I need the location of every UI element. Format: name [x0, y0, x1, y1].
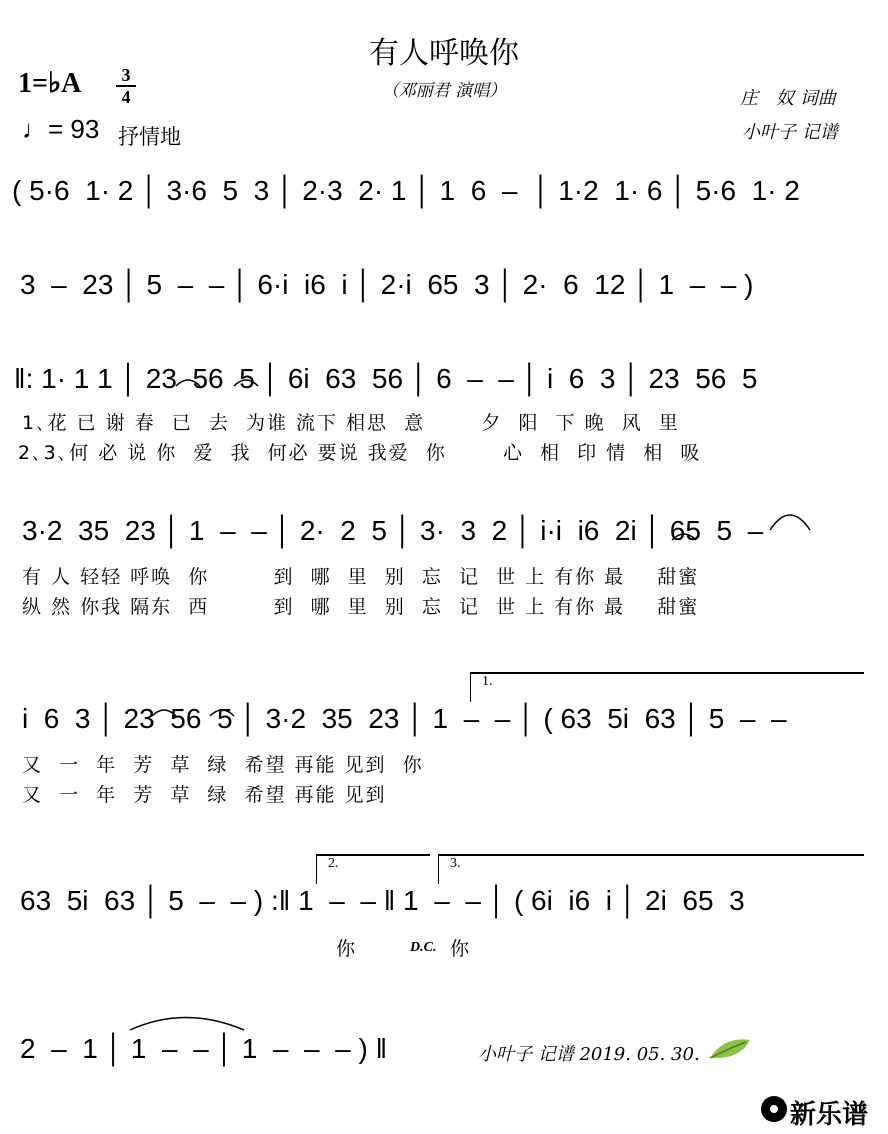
notation-system-1: ( 5·6 1· 2 │ 3·6 5 3 │ 2·3 2· 1 │ 1 6 – │ 1·2 1· 6 │ 5·6 1· 2 — [12, 175, 800, 206]
key-signature: 1=♭A — [18, 68, 82, 99]
lyric-verse2-line3: 又 一 年 芳 草 绿 希望 再能 见到 — [22, 784, 387, 806]
composer-credit: 庄 奴 词曲 — [740, 88, 836, 109]
lyric-verse2-line2: 纵 然 你我 隔东 西 到 哪 里 别 忘 记 世 上 有你 最 甜蜜 — [22, 596, 700, 618]
transcriber-credit: 小叶子 记谱 — [742, 122, 838, 143]
singer-credit: （邓丽君 演唱） — [381, 81, 507, 101]
notation-system-4: 3·2 35 23 │ 1 – – │ 2· 2 5 │ 3· 3 2 │ i·i i6 2i │ 65 5 – — [22, 515, 764, 546]
volta-label-1: 1. — [482, 674, 493, 689]
notation-system-3: ‖: 1· 1 1 │ 23 56 5 │ 6i 63 56 │ 6 – – │ i 6 3 │ 23 56 5 — [14, 363, 758, 394]
tempo-marking: ♩= 93 — [22, 114, 100, 144]
notation-system-6: 63 5i 63 │ 5 – – ) :‖ 1 – – ‖ 1 – – │ ( 6i i6 i │ 2i 65 3 — [20, 885, 745, 916]
lyric-verse1-line1: 1､花 已 谢 春 已 去 为谁 流下 相思 意 夕 阳 下 晚 风 里 — [22, 412, 680, 434]
vinyl-record-icon — [760, 1095, 788, 1123]
notation-system-5: i 6 3 │ 23 56 5 │ 3·2 35 23 │ 1 – – │ ( 63 5i 63 │ 5 – – — [22, 703, 787, 734]
song-title: 有人呼唤你 — [369, 36, 519, 71]
lyric-ending-2: 你 — [336, 938, 358, 960]
volta-label-2: 2. — [328, 856, 339, 871]
time-sig-top: 3 — [121, 65, 131, 85]
lyric-verse1-line3: 又 一 年 芳 草 绿 希望 再能 见到 你 — [22, 754, 424, 776]
expression-marking: 抒情地 — [118, 125, 181, 149]
lyric-ending-3: 你 — [450, 938, 472, 960]
time-sig-bottom: 4 — [121, 87, 131, 107]
notation-system-7: 2 – 1 │ 1 – – │ 1 – – – ) ‖ — [20, 1033, 388, 1064]
leaf-icon — [706, 1034, 754, 1064]
lyric-verse1-line2: 有 人 轻轻 呼唤 你 到 哪 里 别 忘 记 世 上 有你 最 甜蜜 — [22, 566, 700, 588]
dc-marking: D.C. — [410, 940, 437, 955]
site-logo: 新乐谱 — [790, 1100, 869, 1130]
notation-system-2: 3 – 23 │ 5 – – │ 6·i i6 i │ 2·i 65 3 │ 2· 6 12 │ 1 – – ) — [20, 269, 754, 300]
volta-label-3: 3. — [450, 856, 461, 871]
lyric-verse2-line1: 2､3､何 必 说 你 爱 我 何必 要说 我爱 你 心 相 印 情 相 吸 — [18, 442, 702, 464]
footer-transcription-note: 小叶子 记谱 2019. 05. 30. — [478, 1044, 700, 1065]
